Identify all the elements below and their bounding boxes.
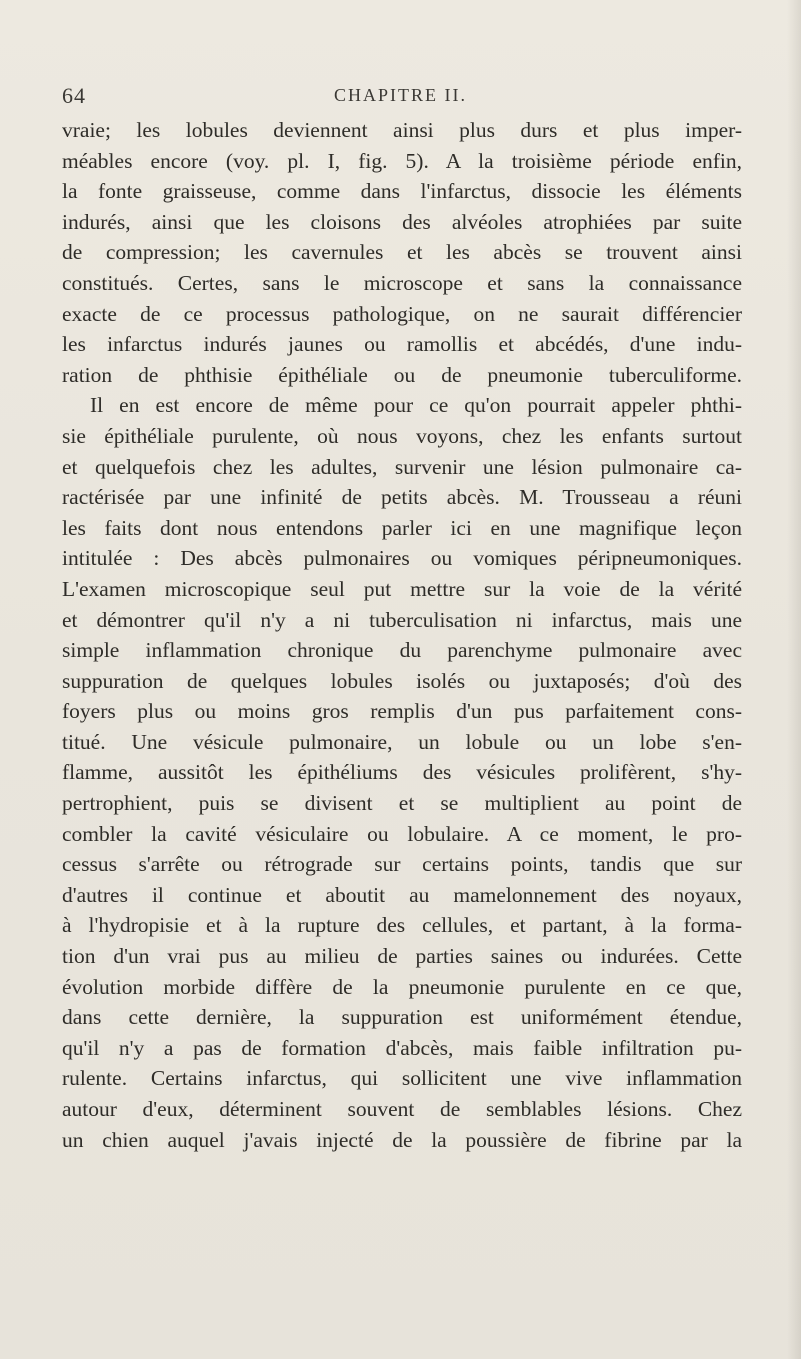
- text-line: et démontrer qu'il n'y a ni tuberculisation ni infarctus, mais une: [62, 607, 742, 632]
- text-line: rulente. Certains infarctus, qui sollicitent une vive inflammation: [62, 1066, 742, 1091]
- text-line: les faits dont nous entendons parler ici en une magnifique leçon: [62, 515, 742, 540]
- text-line: cessus s'arrête ou rétrograde sur certains points, tandis que sur: [62, 852, 742, 877]
- text-line: titué. Une vésicule pulmonaire, un lobule ou un lobe s'en-: [62, 729, 742, 754]
- page-number: 64: [62, 83, 86, 108]
- text-line: ration de phthisie épithéliale ou de pneumonie tuberculiforme.: [62, 362, 742, 387]
- text-line: suppuration de quelques lobules isolés ou juxtaposés; d'où des: [62, 668, 742, 693]
- text-line: flamme, aussitôt les épithéliums des vésicules prolifèrent, s'hy-: [62, 760, 742, 785]
- text-line: un chien auquel j'avais injecté de la poussière de fibrine par la: [62, 1127, 742, 1152]
- text-line: combler la cavité vésiculaire ou lobulaire. A ce moment, le pro-: [62, 821, 742, 846]
- text-line: évolution morbide diffère de la pneumonie purulente en ce que,: [62, 974, 742, 999]
- text-line: et quelquefois chez les adultes, survenir une lésion pulmonaire ca-: [62, 454, 742, 479]
- text-line: à l'hydropisie et à la rupture des cellules, et partant, à la forma-: [62, 913, 742, 938]
- text-line: intitulée : Des abcès pulmonaires ou vomiques péripneumoniques.: [62, 546, 742, 571]
- text-line: vraie; les lobules deviennent ainsi plus durs et plus imper-: [62, 118, 742, 142]
- text-line: pertrophient, puis se divisent et se multiplient au point de: [62, 791, 742, 816]
- body-text: [62, 115, 742, 1155]
- running-title: CHAPITRE II.: [334, 85, 467, 105]
- text-line: L'examen microscopique seul put mettre sur la voie de la vérité: [62, 576, 742, 601]
- text-line: tion d'un vrai pus au milieu de parties saines ou indurées. Cette: [62, 944, 742, 969]
- text-line: dans cette dernière, la suppuration est uniformément étendue,: [62, 1005, 742, 1030]
- text-line: autour d'eux, déterminent souvent de semblables lésions. Chez: [62, 1097, 742, 1121]
- page-edge-shadow: [787, 0, 801, 1359]
- text-line: d'autres il continue et aboutit au mamelonnement des noyaux,: [62, 882, 742, 907]
- text-line: constitués. Certes, sans le microscope et sans la connaissance: [62, 270, 742, 295]
- text-line: méables encore (voy. pl. I, fig. 5). A la troisième période enfin,: [62, 148, 742, 173]
- text-line: ractérisée par une infinité de petits abcès. M. Trousseau a réuni: [62, 485, 742, 510]
- text-line: les infarctus indurés jaunes ou ramollis et abcédés, d'une indu-: [62, 332, 742, 357]
- text-line: foyers plus ou moins gros remplis d'un pus parfaitement cons-: [62, 699, 742, 724]
- text-line: indurés, ainsi que les cloisons des alvéoles atrophiées par suite: [62, 209, 742, 234]
- text-line: exacte de ce processus pathologique, on ne saurait différencier: [62, 301, 742, 326]
- text-line: la fonte graisseuse, comme dans l'infarctus, dissocie les éléments: [62, 179, 742, 204]
- text-line: Il en est encore de même pour ce qu'on pourrait appeler phthi-: [90, 393, 742, 418]
- text-line: sie épithéliale purulente, où nous voyons, chez les enfants surtout: [62, 423, 742, 448]
- text-line: de compression; les cavernules et les abcès se trouvent ainsi: [62, 240, 742, 265]
- text-line: simple inflammation chronique du parenchyme pulmonaire avec: [62, 638, 742, 663]
- text-line: qu'il n'y a pas de formation d'abcès, mais faible infiltration pu-: [62, 1035, 742, 1060]
